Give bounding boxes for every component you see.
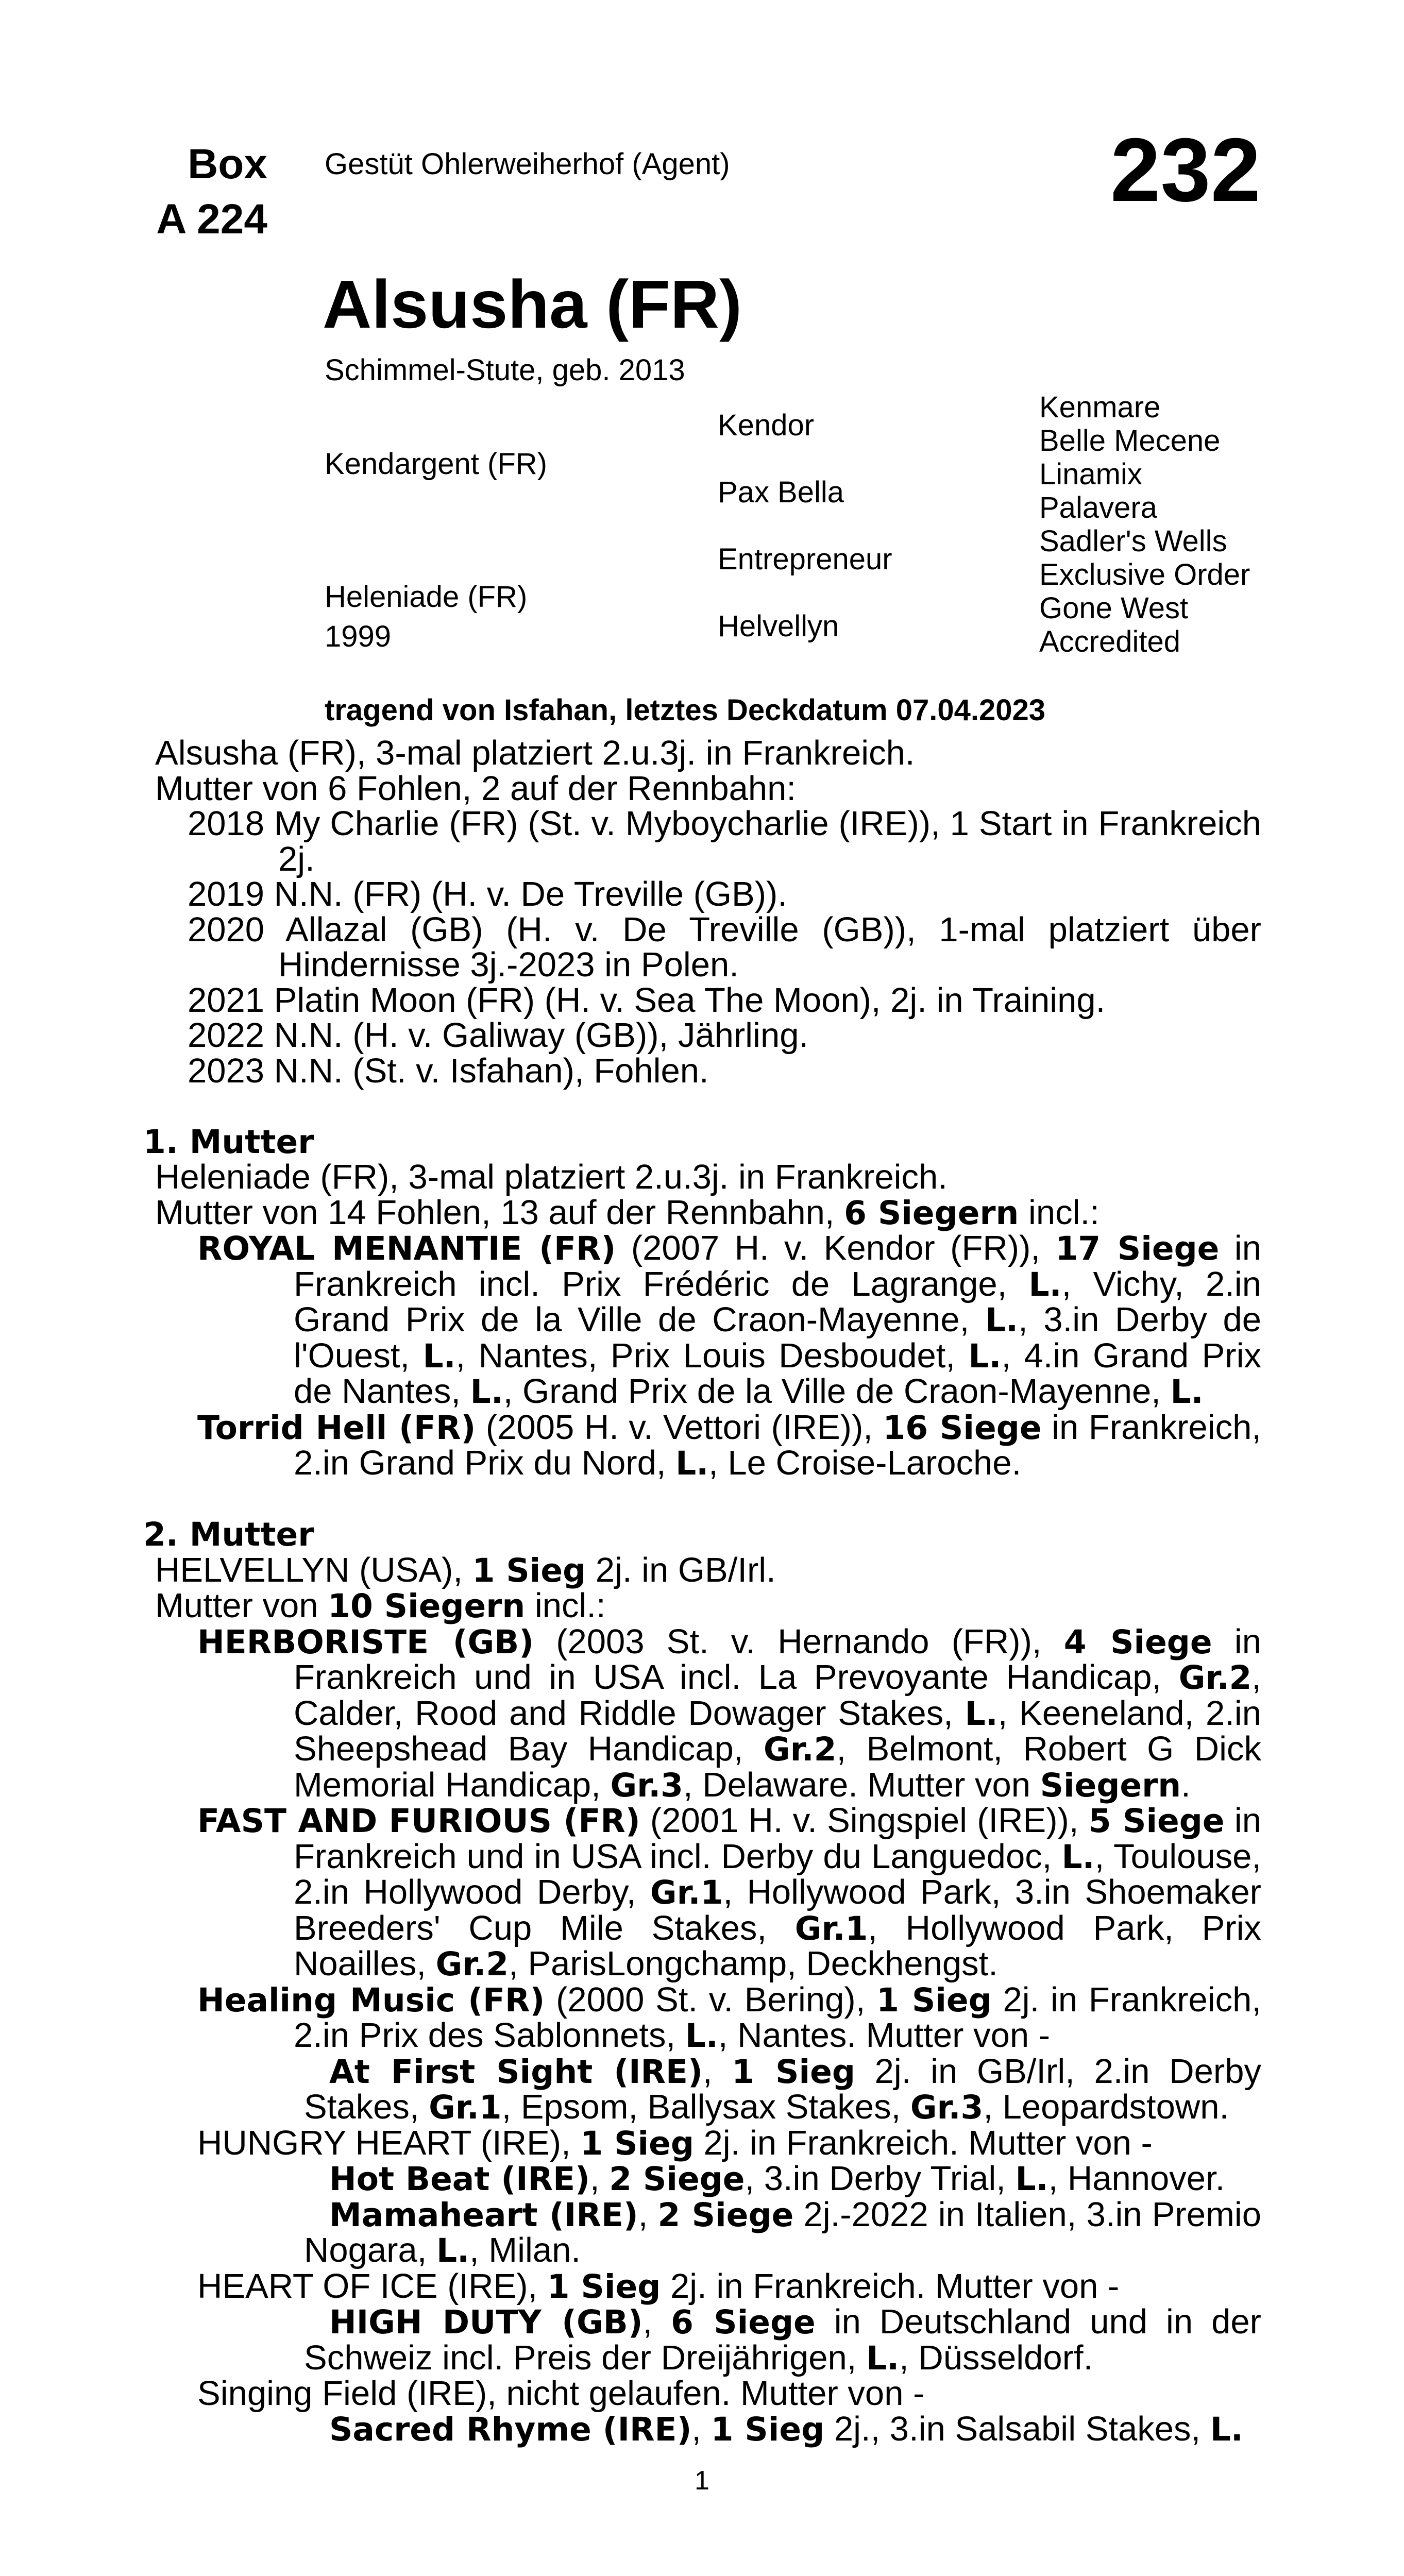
catalogue-body: [143, 736, 1261, 2447]
own-record: Alsusha (FR), 3-mal platziert 2.u.3j. in Frankreich.: [155, 734, 915, 772]
offspring-entry: ROYAL MENANTIE (FR) (2007 H. v. Kendor (FR)), 17 Siege in Frankreich incl. Prix Frédéric de Lagrange, L., Vichy, 2.in Grand Prix de la Ville de Craon-Mayenne, L., 3.in Derby de l'Ouest, L., Nantes, Prix Louis Desboudet, L., 4.in Grand Prix de Nantes, L., Grand Prix de la Ville de Craon-Mayenne, L.: [197, 1229, 1262, 1411]
pedigree-gen3: Palavera: [1039, 491, 1157, 524]
produce-entry: 2020 Allazal (GB) (H. v. De Treville (GB)), 1-mal platziert über Hindernisse 3j.-2023 in Polen.: [188, 910, 1261, 984]
produce-entry: 2018 My Charlie (FR) (St. v. Myboycharlie (IRE)), 1 Start in Frankreich 2j.: [188, 804, 1261, 878]
produce-entry: 2023 N.N. (St. v. Isfahan), Fohlen.: [188, 1051, 709, 1090]
horse-name-bold: ROYAL MENANTIE (FR): [197, 1230, 616, 1267]
second-dam-offspring: Mutter von 10 Siegern incl.:: [155, 1586, 606, 1625]
produce-entry: 2021 Platin Moon (FR) (H. v. Sea The Moon), 2j. in Training.: [188, 980, 1106, 1020]
grand-offspring-entry: Sacred Rhyme (IRE), 1 Sieg 2j., 3.in Salsabil Stakes, L.: [329, 2409, 1243, 2448]
first-dam-heading: 1. Mutter: [143, 1123, 314, 1161]
pedigree-sire: Kendargent (FR): [325, 447, 547, 481]
box-number: A 224: [156, 196, 267, 243]
pedigree-dam-year: 1999: [325, 620, 392, 653]
offspring-entry: HUNGRY HEART (IRE), 1 Sieg 2j. in Frankreich. Mutter von -: [197, 2123, 1153, 2162]
pedigree-dam: Heleniade (FR): [325, 580, 528, 614]
pedigree-gen2: Pax Bella: [718, 476, 844, 509]
pedigree-gen2: Entrepreneur: [718, 543, 892, 576]
offspring-entry: Healing Music (FR) (2000 St. v. Bering), 1 Sieg 2j. in Frankreich, 2.in Prix des Sablonnets, L., Nantes. Mutter von -: [197, 1980, 1261, 2055]
grand-offspring-entry: HIGH DUTY (GB), 6 Siege in Deutschland und in der Schweiz incl. Preis der Dreijährigen, L., Düsseldorf.: [304, 2302, 1261, 2377]
produce-entry: 2019 N.N. (FR) (H. v. De Treville (GB)).: [188, 875, 787, 913]
lot-number: 232: [1110, 120, 1261, 221]
second-dam-heading: 2. Mutter: [143, 1516, 314, 1553]
pedigree-gen3: Linamix: [1039, 457, 1142, 491]
own-offspring-summary: Mutter von 6 Fohlen, 2 auf der Rennbahn:: [155, 769, 797, 808]
grand-offspring-entry: Hot Beat (IRE), 2 Siege, 3.in Derby Trial, L., Hannover.: [329, 2159, 1225, 2198]
second-dam-intro: HELVELLYN (USA), 1 Sieg 2j. in GB/Irl.: [155, 1550, 776, 1589]
pedigree-gen3: Belle Mecene: [1039, 424, 1221, 457]
horse-name-bold: Torrid Hell (FR): [197, 1409, 476, 1447]
offspring-entry: HERBORISTE (GB) (2003 St. v. Hernando (FR)), 4 Siege in Frankreich und in USA incl. La Prevoyante Handicap, Gr.2, Calder, Rood and Riddle Dowager Stakes, L., Keeneland, 2.in Sheepshead Bay Handicap, Gr.2, Belmont, Robert G Dick Memorial Handicap, Gr.3, Delaware. Mutter von Siegern.: [197, 1622, 1261, 1804]
offspring-entry: FAST AND FURIOUS (FR) (2001 H. v. Singspiel (IRE)), 5 Siege in Frankreich und in USA incl. Derby du Languedoc, L., Toulouse, 2.in Hollywood Derby, Gr.1, Hollywood Park, 3.in Shoemaker Breeders' Cup Mile Stakes, Gr.1, Hollywood Park, Prix Noailles, Gr.2, ParisLongchamp, Deckhengst.: [197, 1801, 1261, 1983]
pedigree-gen3: Sadler's Wells: [1039, 524, 1227, 558]
offspring-entry: Singing Field (IRE), nicht gelaufen. Mutter von -: [197, 2374, 925, 2413]
grand-offspring-entry: Mamaheart (IRE), 2 Siege 2j.-2022 in Italien, 3.in Premio Nogara, L., Milan.: [304, 2195, 1261, 2269]
produce-entry: 2022 N.N. (H. v. Galiway (GB)), Jährling.: [188, 1016, 809, 1055]
pedigree-gen3: Exclusive Order: [1039, 558, 1250, 591]
pregnancy-note: tragend von Isfahan, letztes Deckdatum 07.04.2023: [325, 693, 1045, 727]
horse-name: Alsusha (FR): [323, 266, 742, 342]
pedigree-gen2: Helvellyn: [718, 609, 839, 643]
grand-offspring-entry: At First Sight (IRE), 1 Sieg 2j. in GB/Irl, 2.in Derby Stakes, Gr.1, Epsom, Ballysax Stakes, Gr.3, Leopardstown.: [304, 2052, 1261, 2126]
offspring-entry: Torrid Hell (FR) (2005 H. v. Vettori (IRE)), 16 Siege in Frankreich, 2.in Grand Prix du Nord, L., Le Croise-Laroche.: [197, 1408, 1261, 1482]
page-number: 1: [695, 2466, 709, 2496]
pedigree-gen3: Gone West: [1039, 591, 1189, 625]
first-dam-intro: Heleniade (FR), 3-mal platziert 2.u.3j. in Frankreich.: [155, 1158, 948, 1196]
horse-description: Schimmel-Stute, geb. 2013: [325, 353, 685, 387]
box-label: Box: [188, 141, 267, 188]
consignor: Gestüt Ohlerweiherhof (Agent): [325, 147, 730, 181]
pedigree-gen3: Accredited: [1039, 625, 1181, 658]
offspring-entry: HEART OF ICE (IRE), 1 Sieg 2j. in Frankreich. Mutter von -: [197, 2266, 1120, 2306]
pedigree-gen3: Kenmare: [1039, 391, 1161, 424]
pedigree-gen2: Kendor: [718, 409, 815, 442]
first-dam-offspring: Mutter von 14 Fohlen, 13 auf der Rennbahn, 6 Siegern incl.:: [155, 1193, 1099, 1232]
